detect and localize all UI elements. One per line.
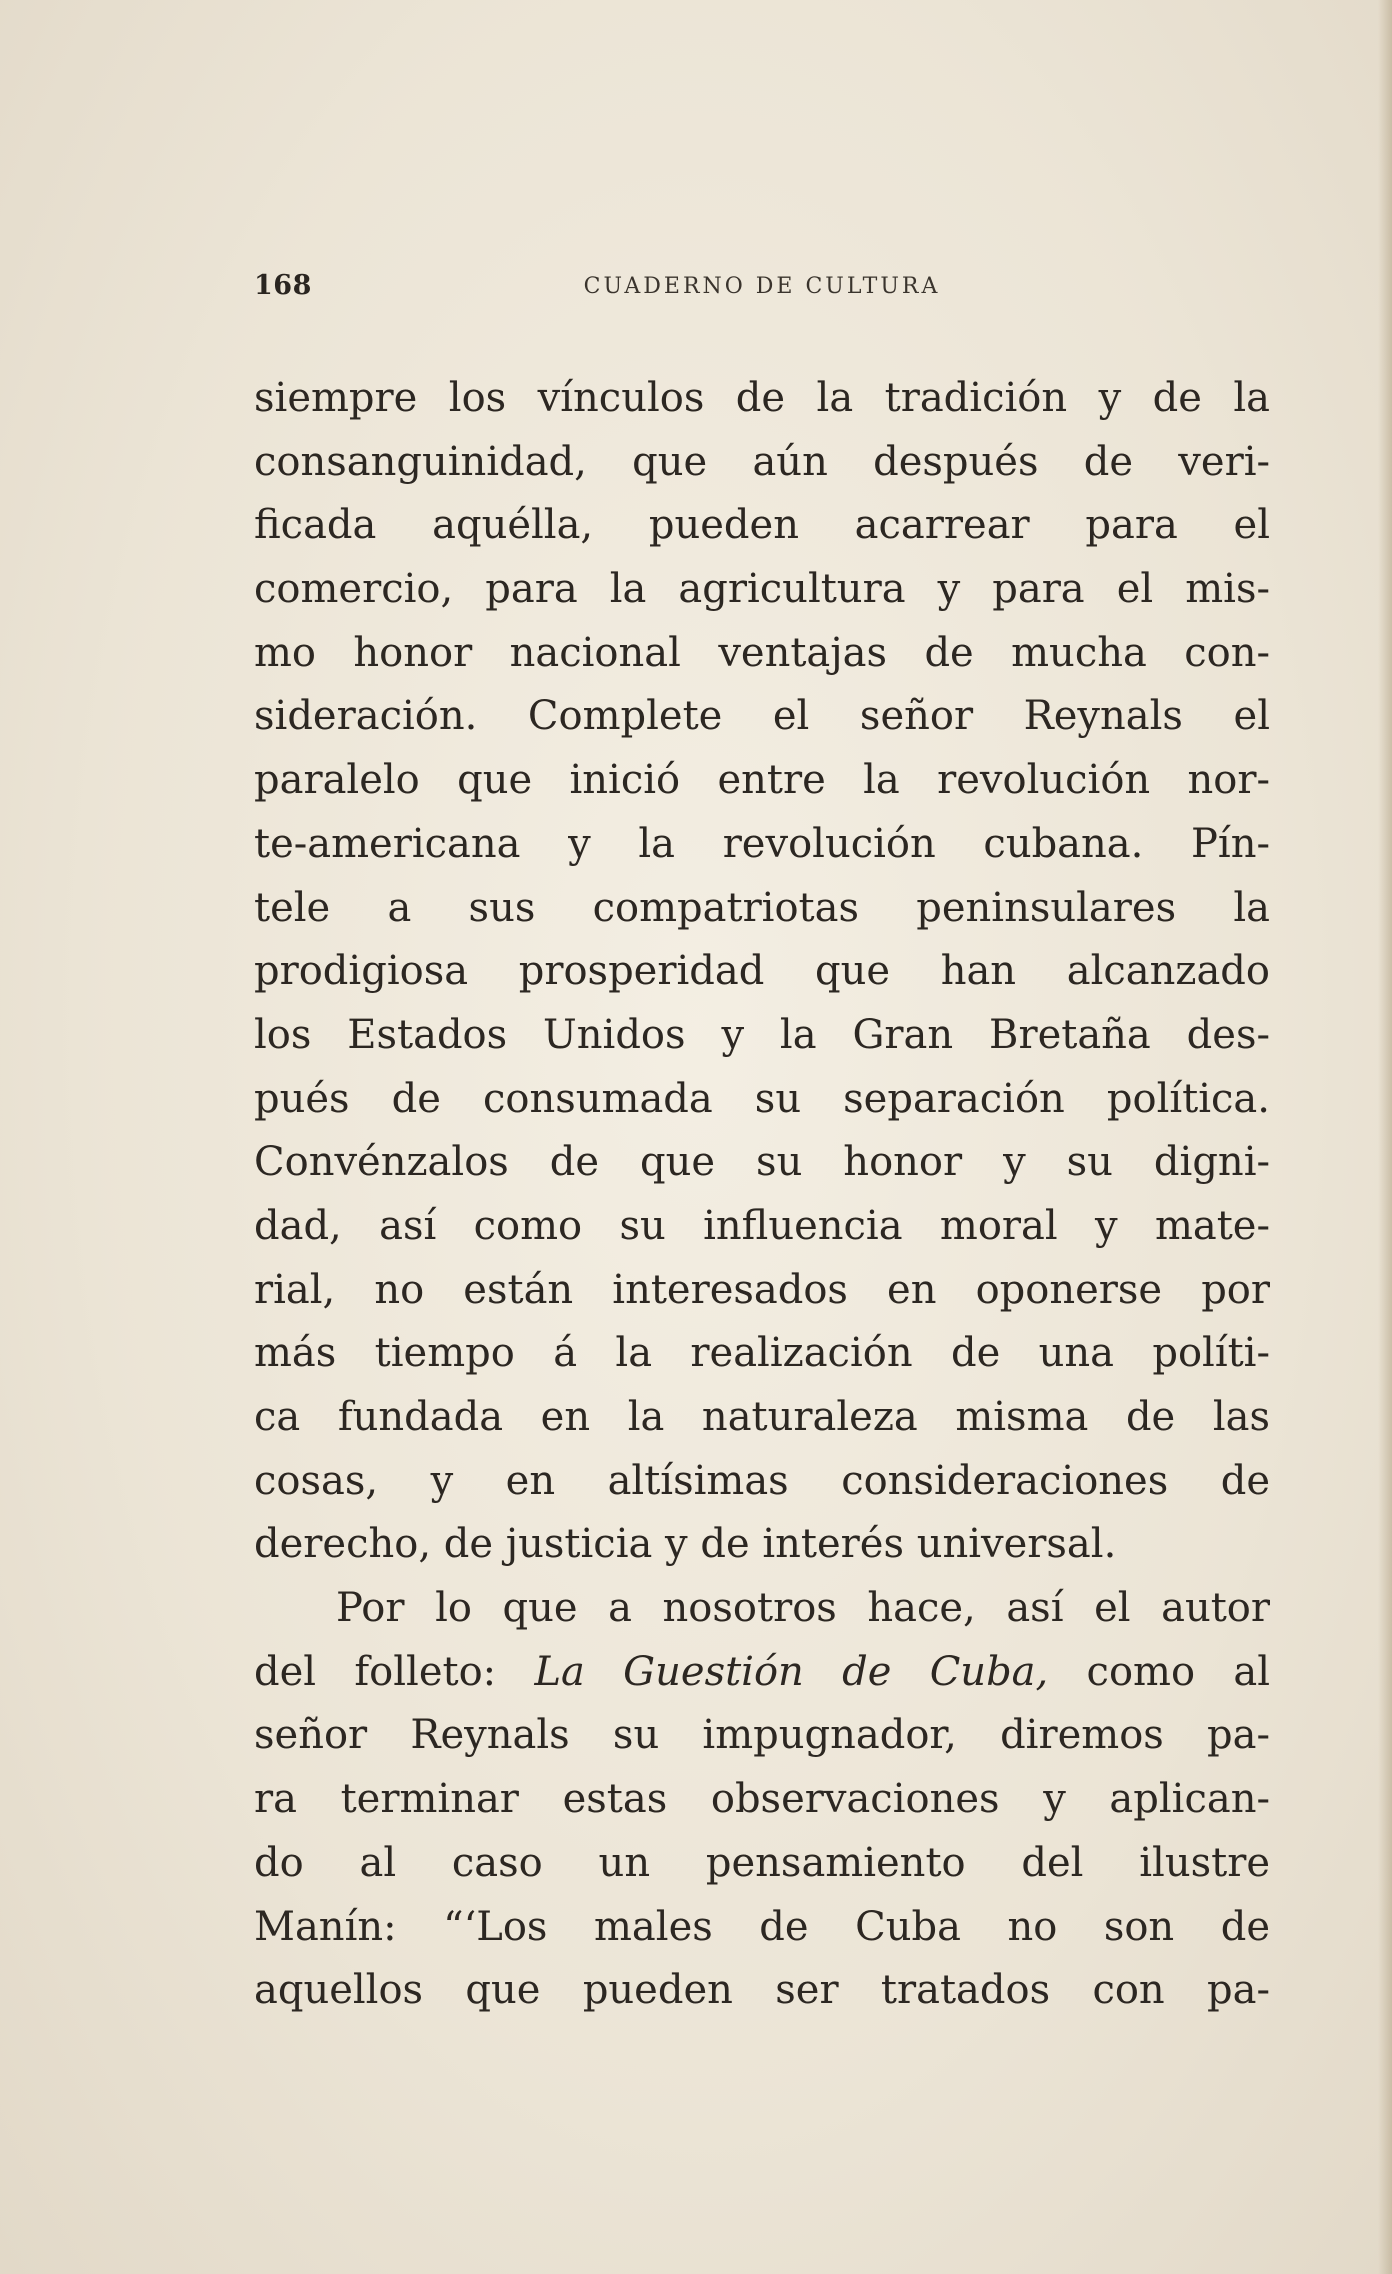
text-line: ca fundada en la naturaleza misma de las xyxy=(254,1394,1270,1440)
paragraph-first-line: Por lo que a nosotros hace, así el autor xyxy=(336,1585,1270,1632)
text-line: ra terminar estas observaciones y aplican- xyxy=(254,1776,1270,1823)
text-line: rial, no están interesados en oponerse por xyxy=(254,1266,1270,1313)
text-line: aquellos que pueden ser tratados con pa- xyxy=(254,1967,1270,2014)
body-text xyxy=(254,367,1270,2023)
text-line: mo honor nacional ventajas de mucha con- xyxy=(254,629,1270,676)
text-line: cosas, y en altísimas consideraciones de xyxy=(254,1457,1270,1504)
text-line: dad, así como su influencia moral y mate- xyxy=(254,1202,1270,1249)
page-number: 168 xyxy=(254,270,312,301)
text-line: ficada aquélla, pueden acarrear para el xyxy=(254,502,1270,549)
text-line: siempre los vínculos de la tradición y de la xyxy=(254,375,1270,421)
running-head xyxy=(254,270,1270,310)
text-line: paralelo que inició entre la revolución nor- xyxy=(254,757,1270,804)
text-fragment: del folleto: xyxy=(254,1648,535,1695)
text-fragment: como al xyxy=(1048,1648,1270,1695)
text-line: sideración. Complete el señor Reynals el xyxy=(254,693,1270,740)
text-line: te-americana y la revolución cubana. Pín- xyxy=(254,820,1270,867)
running-head-title: CUADERNO DE CULTURA xyxy=(583,274,941,299)
text-line: más tiempo á la realización de una políti- xyxy=(254,1330,1270,1377)
text-line: tele a sus compatriotas peninsulares la xyxy=(254,884,1270,931)
text-line: derecho, de justicia y de interés universal. xyxy=(254,1521,1117,1568)
text-line: Convénzalos de que su honor y su digni- xyxy=(254,1139,1270,1186)
text-line: señor Reynals su impugnador, diremos pa- xyxy=(254,1712,1270,1759)
text-line: los Estados Unidos y la Gran Bretaña des- xyxy=(254,1011,1270,1058)
text-line-with-title xyxy=(254,1641,1270,1705)
text-line: comercio, para la agricultura y para el mis- xyxy=(254,566,1270,613)
text-line: prodigiosa prosperidad que han alcanzado xyxy=(254,948,1270,995)
text-line: Manín: “‘Los males de Cuba no son de xyxy=(254,1903,1270,1950)
pamphlet-title: La Guestión de Cuba, xyxy=(534,1648,1049,1695)
text-line: pués de consumada su separación política. xyxy=(254,1075,1270,1122)
text-line: consanguinidad, que aún después de veri- xyxy=(254,438,1270,485)
text-line: do al caso un pensamiento del ilustre xyxy=(254,1839,1270,1886)
